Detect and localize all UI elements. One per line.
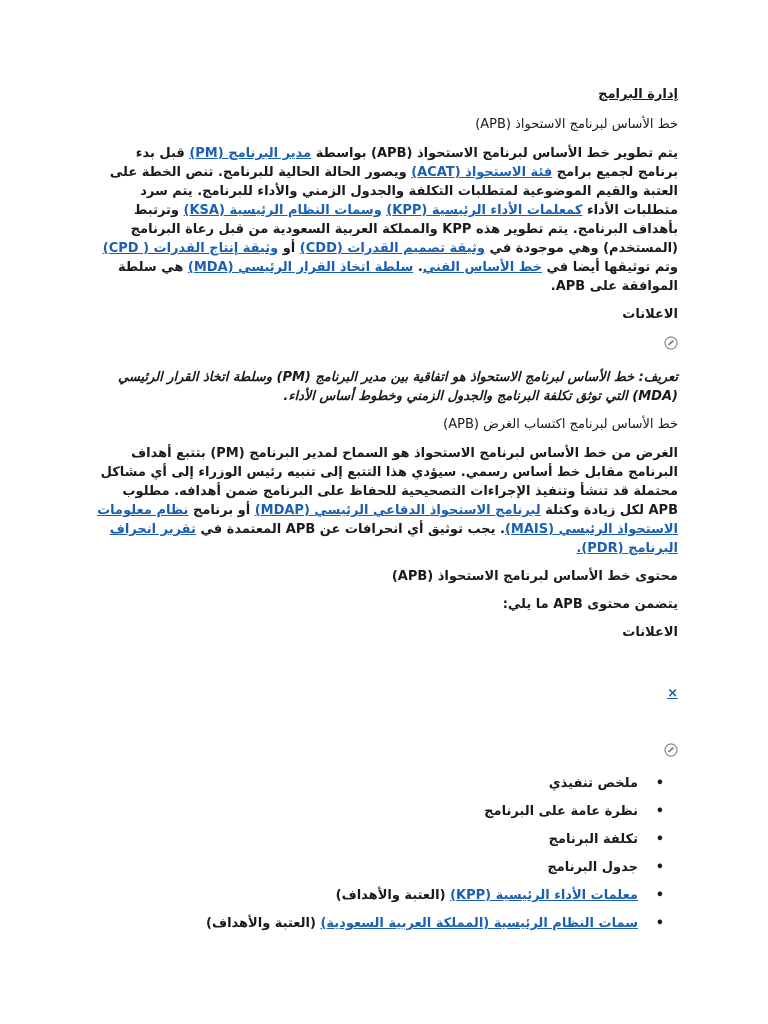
text-span: الغرض من خط الأساس لبرنامج الاستحواذ هو السماح لمدير البرنامج (PM) بتتبع أهداف البرنامج مقابل خط أساس رسمي. سيؤدي هذا التتبع إلى تنبيه رئيس الوزراء إلى أي مشاكل محتملة قد تنشأ وتنفيذ الإجراءات التصحيحية للحفاظ على البرنامج ضمن أهدافه. مطلوب APB لكل زيادة وكتلة [100,446,678,518]
list-item [96,775,678,793]
text-span: قبل بدء برنامج لجميع برامج [135,146,678,180]
content-list [96,775,678,933]
ad-options-icon[interactable] [664,336,678,350]
list-item-link[interactable]: سمات النظام الرئيسية (المملكة العربية السعودية) [320,916,638,931]
definition-paragraph: تعريف: خط الأساس لبرنامج الاستحواذ هو اتفاقية بين مدير البرنامج (PM) وسلطة اتخاذ القرار الرئيسي (MDA) التي توثق تكلفة البرنامج والجدول الزمني وخطوط أساس الأداء. [117,370,678,404]
list-item [96,915,678,933]
text-span: . يجب توثيق أي انحرافات عن APB المعتمدة في [195,522,505,537]
close-ad-button[interactable]: × [667,686,678,701]
list-item-link[interactable]: معلمات الأداء الرئيسية (KPP) [450,888,638,903]
text-span: هي سلطة الموافقة على APB. [118,260,678,294]
link-pdr[interactable]: تقرير انحراف البرنامج (PDR). [109,522,678,556]
link-technical-baseline[interactable]: خط الأساس الفني [422,260,542,275]
content-heading: محتوى خط الأساس لبرنامج الاستحواذ (APB) [391,569,678,584]
link-cdd[interactable]: وثيقة تصميم القدرات (CDD) [299,241,486,256]
apb-subtitle: خط الأساس لبرنامج الاستحواذ (APB) [475,117,678,132]
text-span: ويصور الحالة الحالية للبرنامج. تنص الخطة على العتبة والقيم الموضوعية لمتطلبات التكلفة والجدول الزمني والأداء للبرنامج. يتم سرد متطلبات الأداء [109,165,678,218]
link-mais[interactable]: نظام معلومات الاستحواذ الرئيسي (MAIS) [97,503,678,537]
link-cpd[interactable]: وثيقة إنتاج القدرات ( CPD) [102,241,279,256]
text-span: وتم توثيقها أيضا في [542,260,678,275]
link-ksa[interactable]: وسمات النظام الرئيسية (KSA) [183,203,382,218]
announcements-label: الاعلانات [622,307,678,322]
announcements-label-2: الاعلانات [622,625,678,640]
intro-paragraph [96,144,678,296]
document [96,86,678,943]
list-item-text: جدول البرنامج [547,860,638,875]
purpose-heading: خط الأساس لبرنامج اكتساب الغرض (APB) [443,417,678,432]
ad-space [96,652,678,686]
list-item-text: ملخص تنفيذي [548,776,638,791]
list-item-text: تكلفة البرنامج [548,832,638,847]
list-item-text: نظرة عامة على البرنامج [484,804,638,819]
text-span: يتم تطوير خط الأساس لبرنامج الاستحواذ (APB) بواسطة [311,146,678,161]
link-mda[interactable]: سلطة اتخاذ القرار الرئيسي (MDA) [187,260,414,275]
purpose-paragraph [96,444,678,558]
page-title: إدارة البرامج [598,87,678,102]
list-item [96,887,678,905]
link-program-manager[interactable]: مدير البرنامج (PM) [189,146,312,161]
list-item-text: (العتبة والأهداف) [335,888,451,903]
text-span: أو برنامج [188,503,255,518]
text-span: وترتبط بأهداف البرنامج. يتم تطوير هذه KPP والمملكة العربية السعودية من قبل رعاة البرنامج (المستخدم) وهي موجودة في [130,203,678,256]
text-span: أو [278,241,300,256]
link-acat[interactable]: فئة الاستحواذ (ACAT) [411,165,553,180]
list-item [96,859,678,877]
ad-options-icon-2[interactable] [664,743,678,757]
content-intro: يتضمن محتوى APB ما يلي: [502,597,678,612]
link-kpp[interactable]: كمعلمات الأداء الرئيسية (KPP) [386,203,583,218]
link-mdap[interactable]: لبرنامج الاستحواذ الدفاعي الرئيسي (MDAP) [254,503,541,518]
list-item-text: (العتبة والأهداف) [206,916,321,931]
list-item [96,803,678,821]
text-span: . [413,260,423,275]
list-item [96,831,678,849]
